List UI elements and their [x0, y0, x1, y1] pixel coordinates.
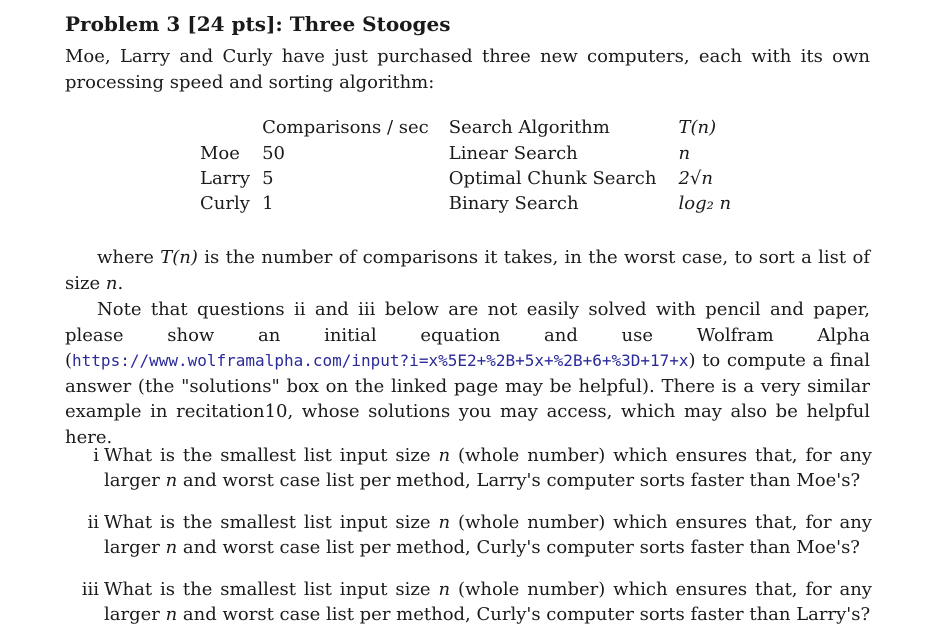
- question-text: [99, 443, 872, 493]
- computers-table: [194, 113, 737, 216]
- math-term: n: [105, 272, 118, 294]
- question-text-part: (whole number) which ensures that, for any larger: [104, 445, 872, 491]
- question-number: i: [93, 445, 99, 466]
- problem-title: Problem 3 [24 pts]: Three Stooges: [65, 12, 451, 36]
- question-text: [99, 510, 872, 560]
- table-row: [194, 191, 737, 216]
- math-term: n: [165, 470, 178, 491]
- question-text-part: and worst case list per method, Curly's computer sorts faster than Larry's?: [177, 604, 871, 625]
- table-header-cell: T(n): [678, 116, 717, 138]
- table-cell-complexity: 2√n: [678, 168, 713, 189]
- question-text-part: and worst case list per method, Larry's computer sorts faster than Moe's?: [177, 470, 861, 491]
- table-cell-speed: 1: [262, 193, 274, 214]
- table-row: [194, 166, 737, 191]
- question-text-part: (whole number) which ensures that, for any larger: [104, 512, 872, 558]
- table-header-cell: Search Algorithm: [448, 116, 610, 138]
- intro-paragraph: Moe, Larry and Curly have just purchased three new computers, each with its own processing speed and sorting algorithm:: [65, 46, 870, 93]
- math-term: n: [165, 537, 178, 558]
- math-term: T(n): [160, 247, 198, 268]
- question-iii: [77, 577, 872, 627]
- question-number: ii: [87, 512, 99, 533]
- definition-text: where: [97, 247, 161, 268]
- math-term: n: [438, 579, 451, 600]
- note-text: ) to compute a final answer (the "solutions" box on the linked page may be helpful). There is a very similar example in recitation10, whose solutions you may access, which may also be helpful here.: [65, 350, 870, 448]
- definition-paragraph: [65, 245, 870, 296]
- question-text: [99, 577, 872, 627]
- question-text-part: (whole number) which ensures that, for any larger: [104, 579, 872, 625]
- question-i: [77, 443, 872, 493]
- question-ii: [77, 510, 872, 560]
- question-text-part: What is the smallest list input size: [104, 579, 439, 600]
- table-cell-speed: 5: [262, 168, 274, 189]
- table-cell-algorithm: Binary Search: [448, 193, 579, 214]
- table-cell-name: Larry: [200, 168, 251, 189]
- table-cell-algorithm: Linear Search: [448, 143, 578, 164]
- question-number: iii: [81, 579, 99, 600]
- table-cell-speed: 50: [262, 143, 285, 164]
- note-paragraph: [65, 297, 870, 450]
- definition-text: .: [117, 272, 124, 294]
- wolfram-link[interactable]: https://www.wolframalpha.com/input?i=x%5E2+%2B+5x+%2B+6+%3D+17+x: [72, 351, 689, 370]
- table-header-cell: [194, 113, 256, 141]
- question-text-part: What is the smallest list input size: [104, 445, 439, 466]
- table-cell-algorithm: Optimal Chunk Search: [448, 168, 657, 189]
- table-cell-complexity: log₂ n: [678, 193, 732, 214]
- question-text-part: What is the smallest list input size: [104, 512, 439, 533]
- table-header-cell: Comparisons / sec: [262, 116, 429, 138]
- table-header-row: [194, 113, 737, 141]
- definition-text: is the number of comparisons it takes, in the worst case, to sort a list of size: [65, 247, 870, 294]
- table-cell-name: Moe: [200, 143, 240, 164]
- note-text: Note that questions ii and iii below are not easily solved with pencil and paper, please show an initial equation and use Wolfram Alpha (: [65, 299, 870, 371]
- table-cell-name: Curly: [200, 193, 250, 214]
- question-text-part: and worst case list per method, Curly's computer sorts faster than Moe's?: [177, 537, 860, 558]
- table-cell-complexity: n: [678, 143, 691, 164]
- math-term: n: [438, 512, 451, 533]
- math-term: n: [438, 445, 451, 466]
- math-term: n: [165, 604, 178, 625]
- table-row: [194, 141, 737, 166]
